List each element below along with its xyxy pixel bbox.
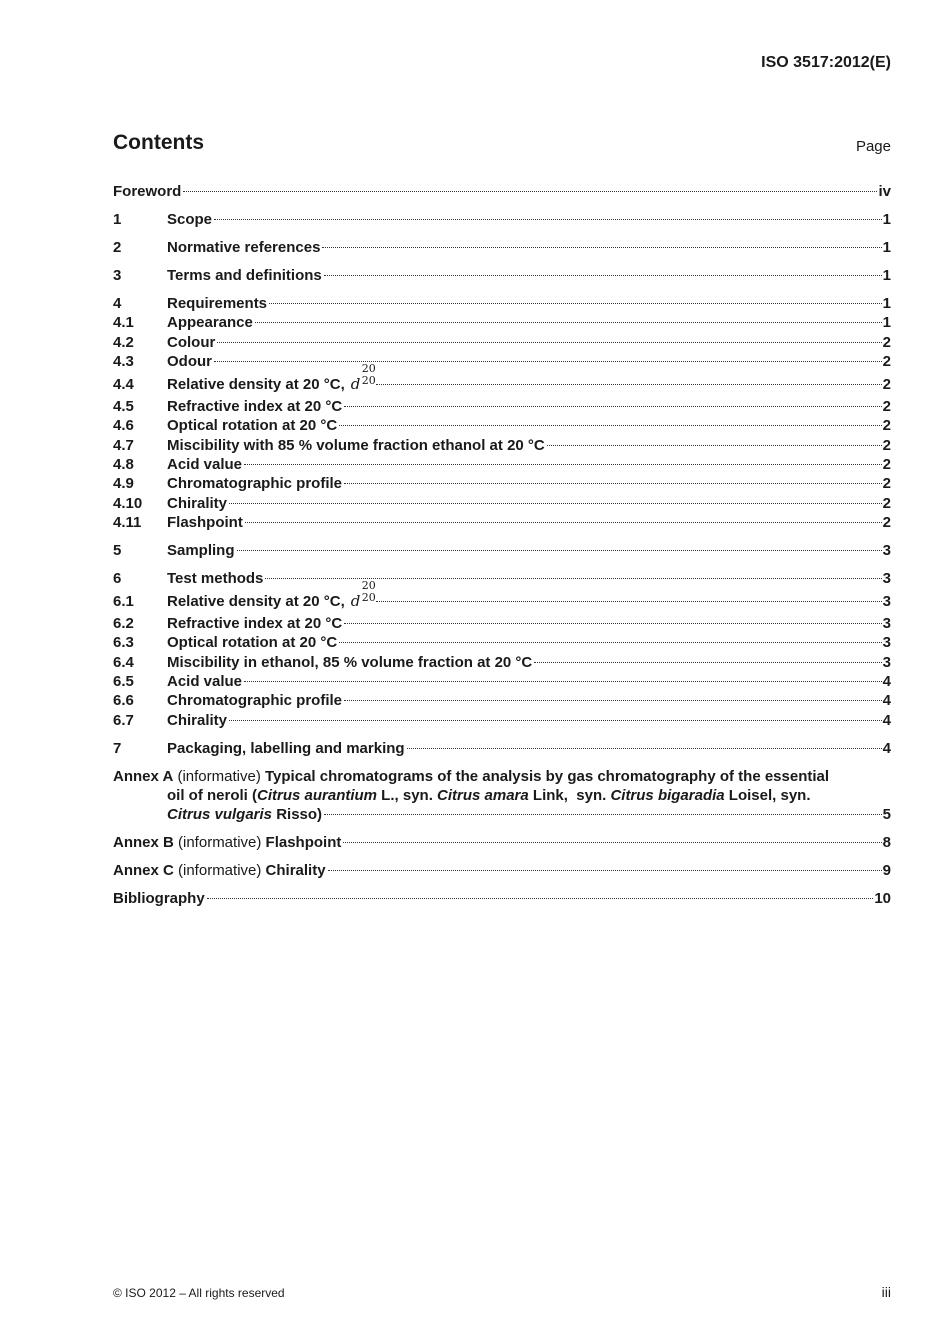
toc-entry-page: 2 — [882, 475, 891, 493]
copyright-notice: © ISO 2012 – All rights reserved — [113, 1286, 285, 1300]
toc-entry-number: 6.4 — [113, 653, 134, 671]
page-column-label: Page — [855, 138, 891, 155]
dot-leader — [214, 219, 882, 220]
dot-leader — [407, 748, 882, 749]
toc-entry-page: 2 — [882, 513, 891, 531]
toc-entry-number: 4.9 — [113, 475, 134, 493]
dot-leader — [214, 361, 882, 362]
toc-entry-6-7[interactable] — [113, 711, 891, 730]
toc-entry-4-7[interactable] — [113, 436, 891, 455]
toc-entry-page: 1 — [882, 314, 891, 332]
dot-leader — [207, 898, 874, 899]
toc-entry-4-9[interactable] — [113, 474, 891, 493]
toc-entry-2[interactable] — [113, 238, 891, 257]
toc-entry-title: Refractive index at 20 °C — [167, 398, 343, 416]
annex-title-part: L., syn. — [377, 786, 438, 804]
toc-entry-title: Acid value — [167, 673, 243, 691]
dot-leader — [269, 303, 882, 304]
dot-leader — [255, 322, 882, 323]
dot-leader — [376, 601, 881, 602]
toc-entry-title: Terms and definitions — [167, 266, 322, 284]
toc-entry-number: 4.4 — [113, 376, 134, 394]
annex-title: Typical chromatograms of the analysis by gas chromatography of the essential — [265, 767, 830, 785]
toc-entry-page: 3 — [882, 593, 891, 611]
dot-leader — [244, 681, 882, 682]
toc-entry-number: 4.7 — [113, 436, 134, 454]
dot-leader — [343, 842, 881, 843]
toc-entry-title: Miscibility with 85 % volume fraction ethanol at 20 °C — [167, 436, 545, 454]
toc-entry-title: Relative density at 20 °C, — [167, 593, 345, 611]
toc-entry-title: Optical rotation at 20 °C — [167, 634, 338, 652]
toc-entry-number: 3 — [113, 266, 122, 284]
annex-a-line-2 — [113, 786, 891, 805]
dot-leader — [339, 642, 881, 643]
toc-entry-page: 2 — [882, 456, 891, 474]
density-superscript: 20 — [361, 579, 376, 593]
toc-entry-page: 1 — [882, 210, 891, 228]
toc-entry-title: Sampling — [167, 541, 235, 559]
toc-entry-title: Refractive index at 20 °C — [167, 615, 343, 633]
toc-entry-4-3[interactable] — [113, 352, 891, 371]
toc-entry-page: 2 — [882, 333, 891, 351]
toc-entry-title — [113, 833, 341, 852]
table-of-contents — [113, 182, 891, 908]
toc-entry-page: 2 — [882, 398, 891, 416]
toc-entry-page: 2 — [882, 376, 891, 394]
toc-entry-page: 4 — [882, 692, 891, 710]
toc-entry-number: 6 — [113, 569, 122, 587]
dot-leader — [183, 191, 877, 192]
toc-entry-page: 2 — [882, 417, 891, 435]
annex-type: (informative) — [178, 862, 262, 880]
toc-entry-number: 5 — [113, 541, 122, 559]
toc-entry-6-5[interactable] — [113, 672, 891, 691]
annex-title-part: Loisel, syn. — [724, 786, 811, 804]
toc-entry-page: 3 — [882, 615, 891, 633]
dot-leader — [237, 550, 882, 551]
dot-leader — [244, 464, 882, 465]
relative-density-symbol — [350, 362, 376, 397]
toc-entry-foreword[interactable] — [113, 182, 891, 201]
dot-leader — [344, 483, 882, 484]
toc-entry-title: Relative density at 20 °C, — [167, 376, 345, 394]
toc-entry-page: 2 — [882, 494, 891, 512]
density-subscript: 20 — [361, 591, 376, 605]
dot-leader — [328, 870, 882, 871]
toc-entry-number: 4.8 — [113, 456, 134, 474]
species-name: Citrus bigaradia — [610, 786, 725, 804]
dot-leader — [229, 720, 882, 721]
toc-entry-4-8[interactable] — [113, 455, 891, 474]
toc-entry-page: 3 — [882, 569, 891, 587]
toc-entry-title: Appearance — [167, 314, 253, 332]
annex-label: Annex B — [113, 834, 174, 852]
toc-entry-number: 4.5 — [113, 398, 134, 416]
toc-entry-4-11[interactable] — [113, 513, 891, 532]
toc-entry-title: Chirality — [167, 494, 228, 512]
toc-entry-number: 4.6 — [113, 417, 134, 435]
toc-entry-number: 1 — [113, 210, 122, 228]
toc-entry-title: Test methods — [167, 569, 264, 587]
toc-entry-title: Colour — [167, 333, 216, 351]
toc-entry-page: 2 — [882, 436, 891, 454]
toc-entry-number: 4.3 — [113, 352, 134, 370]
toc-entry-title: Miscibility in ethanol, 85 % volume fraction at 20 °C — [167, 653, 533, 671]
toc-entry-6[interactable] — [113, 569, 891, 588]
dot-leader — [322, 247, 881, 248]
toc-entry-number: 4 — [113, 294, 122, 312]
contents-heading — [113, 131, 891, 161]
toc-entry-number: 6.5 — [113, 673, 134, 691]
toc-entry-page: 1 — [882, 294, 891, 312]
density-superscript: 20 — [361, 362, 376, 376]
toc-entry-number: 6.3 — [113, 634, 134, 652]
toc-entry-4-4[interactable] — [113, 362, 891, 397]
toc-entry-number: 6.6 — [113, 692, 134, 710]
dot-leader — [376, 384, 881, 385]
dot-leader — [547, 445, 882, 446]
toc-entry-page: iv — [878, 183, 891, 200]
species-name: Citrus amara — [437, 786, 529, 804]
dot-leader — [217, 342, 881, 343]
toc-entry-number: 4.2 — [113, 333, 134, 351]
toc-entry-page: 1 — [882, 266, 891, 284]
toc-entry-title: Chirality — [167, 711, 228, 729]
toc-entry-4-6[interactable] — [113, 416, 891, 435]
toc-entry-title: Flashpoint — [167, 513, 243, 531]
toc-entry-6-3[interactable] — [113, 633, 891, 652]
toc-entry-number: 6.1 — [113, 593, 134, 611]
toc-entry-number: 4.1 — [113, 314, 134, 332]
toc-entry-page: 4 — [882, 739, 891, 757]
toc-entry-title: Chromatographic profile — [167, 692, 343, 710]
toc-entry-title: Normative references — [167, 238, 321, 256]
toc-entry-title: Foreword — [113, 183, 182, 200]
toc-entry-4[interactable] — [113, 294, 891, 313]
annex-title-part: oil of neroli ( — [167, 786, 257, 804]
toc-entry-title: Requirements — [167, 294, 268, 312]
toc-entry-6-1[interactable] — [113, 579, 891, 614]
toc-entry-page: 10 — [874, 890, 891, 908]
toc-entry-annex-b[interactable] — [113, 833, 891, 852]
toc-entry-page: 4 — [882, 711, 891, 729]
toc-entry-4-5[interactable] — [113, 397, 891, 416]
toc-entry-number: 6.2 — [113, 615, 134, 633]
toc-entry-page: 2 — [882, 352, 891, 370]
toc-entry-4-10[interactable] — [113, 494, 891, 513]
annex-title-part: Risso) — [272, 806, 323, 824]
toc-entry-number: 6.7 — [113, 711, 134, 729]
toc-entry-3[interactable] — [113, 266, 891, 285]
toc-entry-number: 4.11 — [113, 513, 142, 531]
toc-entry-4-2[interactable] — [113, 333, 891, 352]
toc-entry-6-4[interactable] — [113, 653, 891, 672]
toc-entry-6-6[interactable] — [113, 691, 891, 710]
toc-entry-bibliography[interactable] — [113, 889, 891, 908]
relative-density-symbol — [350, 579, 376, 614]
toc-entry-title: Scope — [167, 210, 213, 228]
dot-leader — [339, 425, 881, 426]
dot-leader — [344, 623, 881, 624]
toc-entry-title: Packaging, labelling and marking — [167, 739, 405, 757]
toc-entry-page: 5 — [882, 806, 891, 824]
toc-entry-4-1[interactable] — [113, 313, 891, 332]
toc-entry-5[interactable] — [113, 541, 891, 560]
species-name: Citrus aurantium — [257, 786, 378, 804]
contents-title: Contents — [113, 131, 204, 154]
density-subscript: 20 — [361, 374, 376, 388]
toc-entry-title: Acid value — [167, 456, 243, 474]
toc-entry-title: Optical rotation at 20 °C — [167, 417, 338, 435]
annex-type: (informative) — [177, 767, 261, 785]
toc-entry-page: 3 — [882, 541, 891, 559]
toc-entry-page: 9 — [882, 862, 891, 880]
annex-label: Annex A — [113, 767, 174, 785]
toc-entry-1[interactable] — [113, 210, 891, 229]
species-name: Citrus vulgaris — [167, 806, 273, 824]
density-symbol-d: d — [350, 592, 361, 611]
dot-leader — [344, 700, 882, 701]
toc-entry-number: 2 — [113, 238, 122, 256]
annex-title: Chirality — [265, 862, 326, 880]
density-symbol-d: d — [350, 375, 361, 394]
annex-type: (informative) — [178, 834, 262, 852]
toc-entry-title: Odour — [167, 352, 212, 370]
dot-leader — [324, 814, 882, 815]
toc-entry-annex-a[interactable] — [113, 767, 891, 825]
toc-entry-page: 4 — [882, 673, 891, 691]
dot-leader — [344, 406, 881, 407]
toc-entry-annex-c[interactable] — [113, 861, 891, 880]
toc-entry-number: 7 — [113, 739, 122, 757]
toc-entry-page: 1 — [882, 238, 891, 256]
annex-label: Annex C — [113, 862, 174, 880]
annex-title: Flashpoint — [265, 834, 342, 852]
annex-a-line-1 — [113, 767, 891, 786]
dot-leader — [324, 275, 882, 276]
toc-entry-title: Bibliography — [113, 890, 205, 908]
dot-leader — [229, 503, 882, 504]
dot-leader — [265, 578, 881, 579]
annex-title-part: Link, syn. — [528, 786, 611, 804]
toc-entry-number: 4.10 — [113, 494, 143, 512]
toc-entry-page: 3 — [882, 653, 891, 671]
toc-entry-7[interactable] — [113, 739, 891, 758]
dot-leader — [534, 662, 881, 663]
document-id: ISO 3517:2012(E) — [761, 54, 891, 71]
annex-a-line-3 — [113, 805, 891, 824]
toc-entry-title — [113, 861, 326, 880]
toc-entry-title: Chromatographic profile — [167, 475, 343, 493]
dot-leader — [245, 522, 882, 523]
page-number: iii — [881, 1284, 891, 1300]
toc-entry-page: 3 — [882, 634, 891, 652]
toc-entry-6-2[interactable] — [113, 614, 891, 633]
toc-entry-page: 8 — [882, 834, 891, 852]
